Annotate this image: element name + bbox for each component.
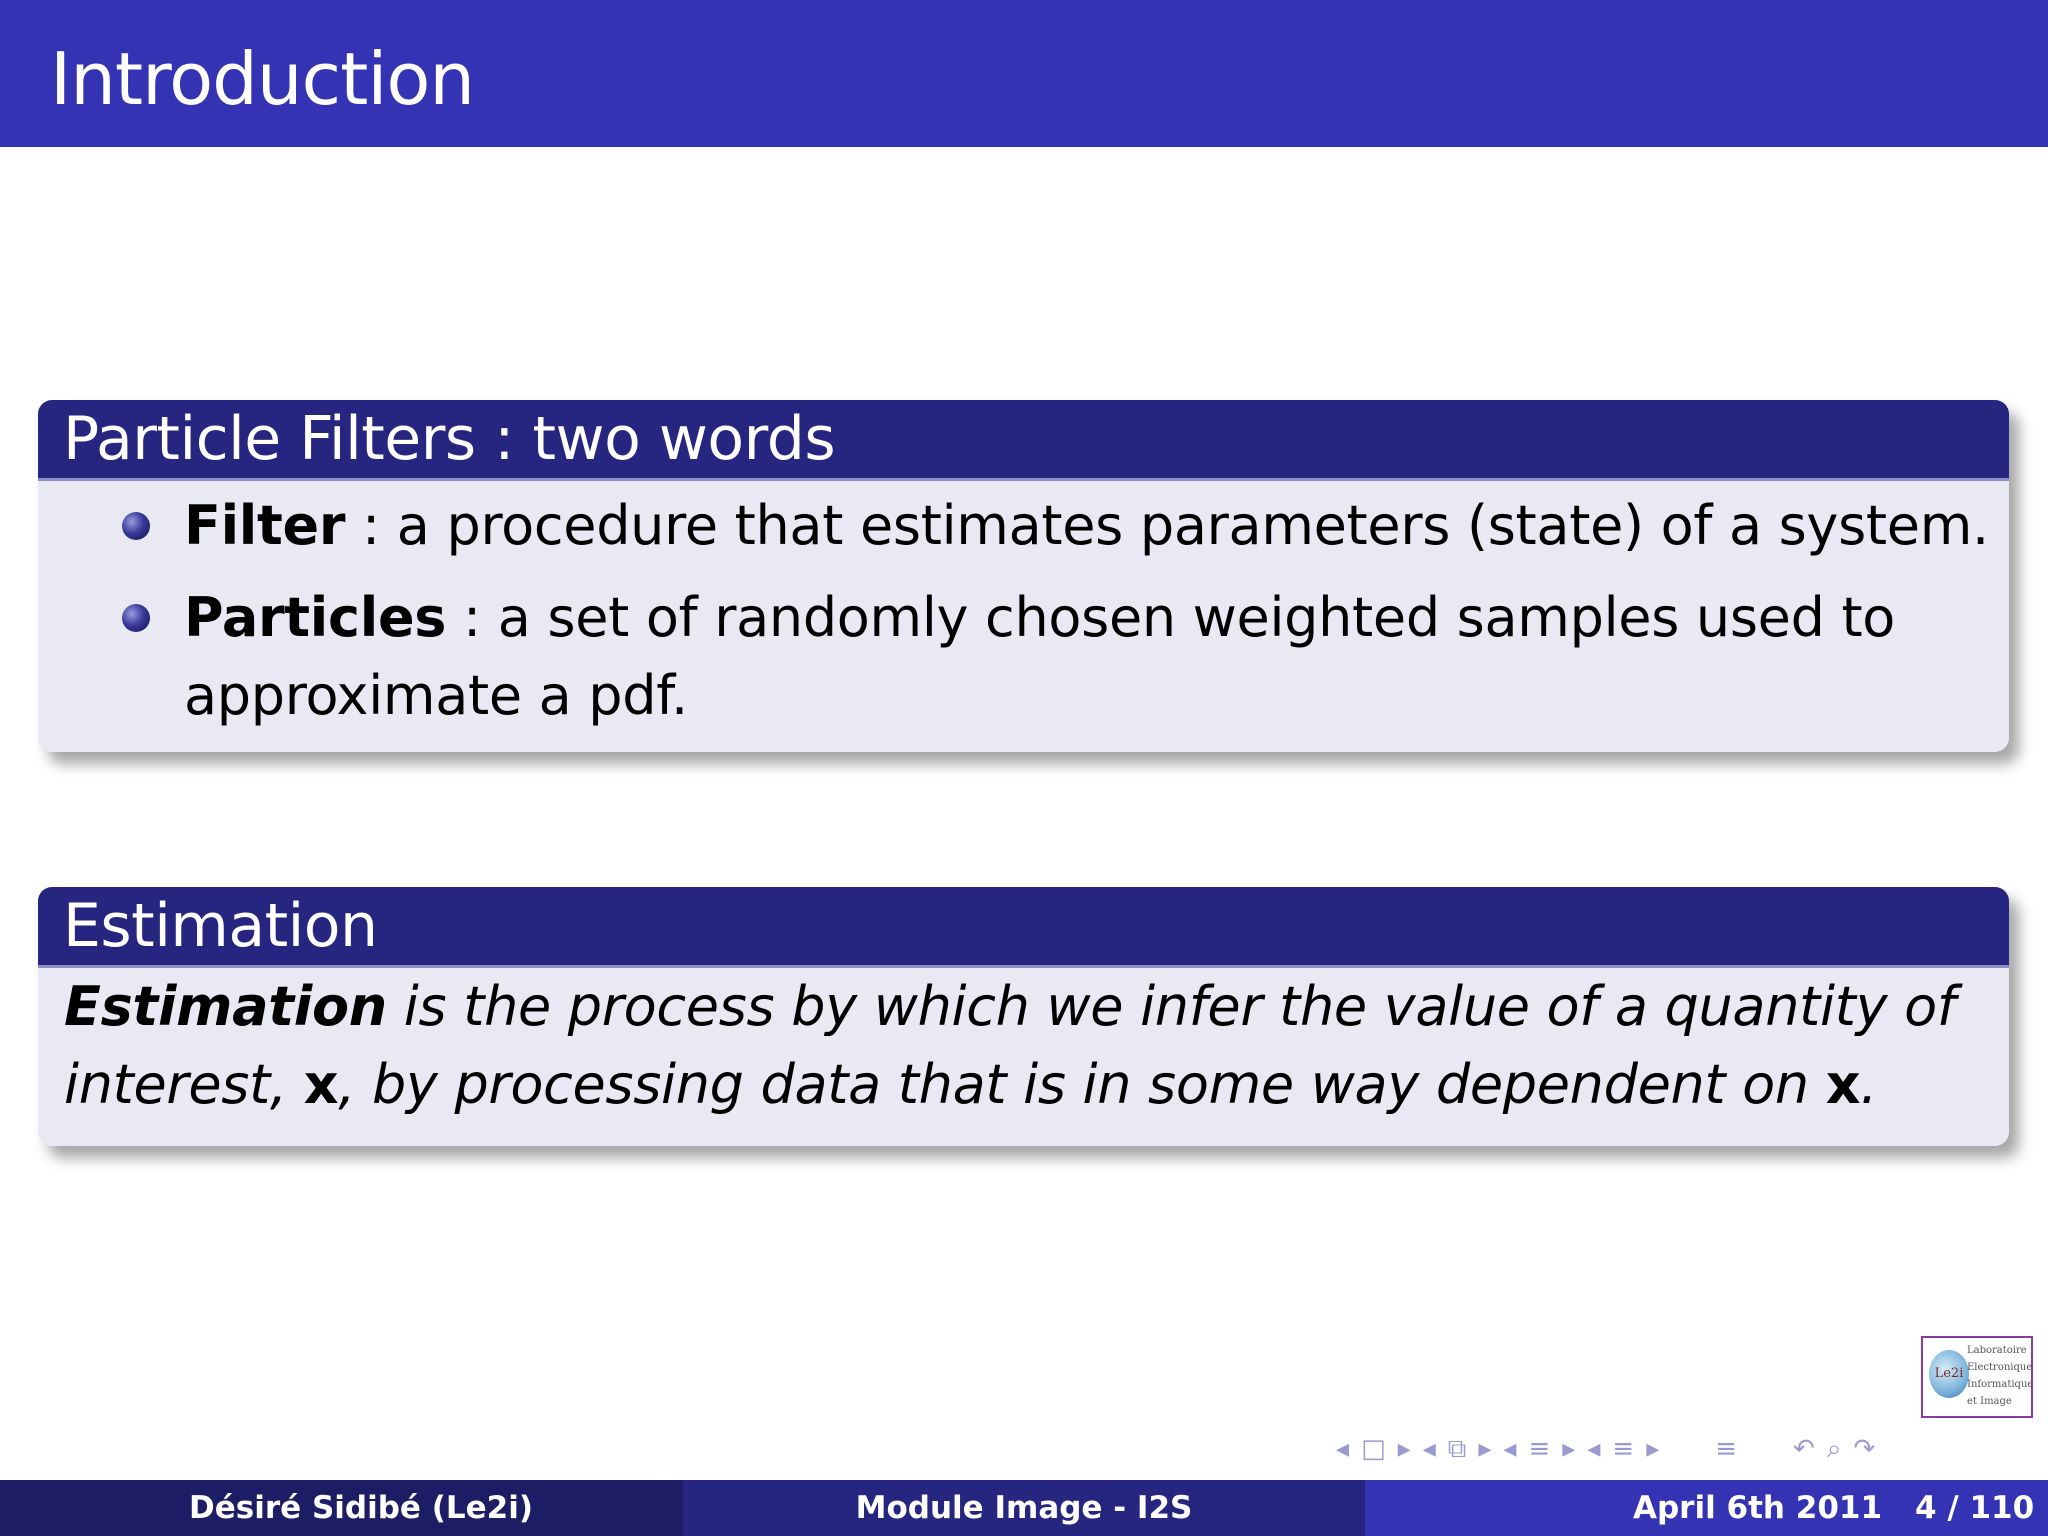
prev-section-icon[interactable]: ◂ (1587, 1434, 1601, 1464)
logo-badge: Le2i (1929, 1350, 1969, 1398)
prev-subsection-icon[interactable]: ◂ (1503, 1434, 1517, 1464)
definition: : a set of randomly chosen weighted samples used to (446, 586, 1896, 649)
slide-icon[interactable]: □ (1361, 1434, 1386, 1464)
bullet-icon (122, 512, 150, 540)
definition-text: interest, (64, 1053, 304, 1116)
definition-line-2 (64, 1046, 1877, 1124)
slide-title: Introduction (50, 37, 475, 121)
next-section-icon[interactable]: ▸ (1646, 1434, 1660, 1464)
variable-x: x (303, 1053, 339, 1116)
section-icon[interactable]: ≡ (1612, 1434, 1635, 1464)
back-icon[interactable]: ↶ (1793, 1434, 1815, 1464)
footer-course: Module Image - I2S (683, 1480, 1365, 1536)
list-item (184, 487, 1989, 565)
estimation-block (38, 887, 2009, 1146)
document-icon[interactable]: ≡ (1715, 1434, 1738, 1464)
term: Estimation (64, 975, 387, 1038)
block-title: Estimation (38, 887, 2009, 968)
definition-text: , by processing data that is in some way dependent on (338, 1053, 1826, 1116)
bullet-icon (122, 604, 150, 632)
page-number: 4 / 110 (1915, 1490, 2035, 1526)
logo-text: Laboratoire Electronique Informatique et Image (1967, 1345, 2034, 1407)
particle-filters-block (38, 400, 2009, 752)
author-text: Désiré Sidibé (Le2i) (189, 1490, 534, 1526)
footer-date: April 6th 2011 (1633, 1490, 1883, 1526)
definition-text: is the process by which we infer the value of a quantity of (386, 975, 1956, 1038)
list-item-continuation: approximate a pdf. (184, 664, 688, 727)
variable-x: x (1825, 1053, 1861, 1116)
subsection-icon[interactable]: ≡ (1528, 1434, 1551, 1464)
slide-header (0, 0, 2048, 147)
prev-slide-icon[interactable]: ◂ (1336, 1434, 1350, 1464)
definition-line-1 (64, 968, 1956, 1046)
definition: : a procedure that estimates parameters (state) of a system. (345, 494, 1989, 557)
forward-icon[interactable]: ↷ (1853, 1434, 1876, 1464)
search-icon[interactable]: ⌕ (1826, 1433, 1842, 1464)
frame-icon[interactable]: ⧉ (1447, 1433, 1467, 1464)
term: Filter (184, 494, 346, 557)
footer-author (0, 1480, 683, 1536)
le2i-logo (1921, 1336, 2033, 1418)
block-title: Particle Filters : two words (38, 400, 2009, 481)
slide-footer (0, 1480, 2048, 1536)
prev-frame-icon[interactable]: ◂ (1422, 1434, 1436, 1464)
beamer-navigation (1330, 1432, 1881, 1466)
next-frame-icon[interactable]: ▸ (1478, 1434, 1492, 1464)
definition-text: . (1860, 1053, 1878, 1116)
term: Particles (184, 586, 447, 649)
list-item (184, 579, 1895, 657)
next-subsection-icon[interactable]: ▸ (1562, 1434, 1576, 1464)
footer-date-page (1365, 1480, 2048, 1536)
next-slide-icon[interactable]: ▸ (1397, 1434, 1411, 1464)
